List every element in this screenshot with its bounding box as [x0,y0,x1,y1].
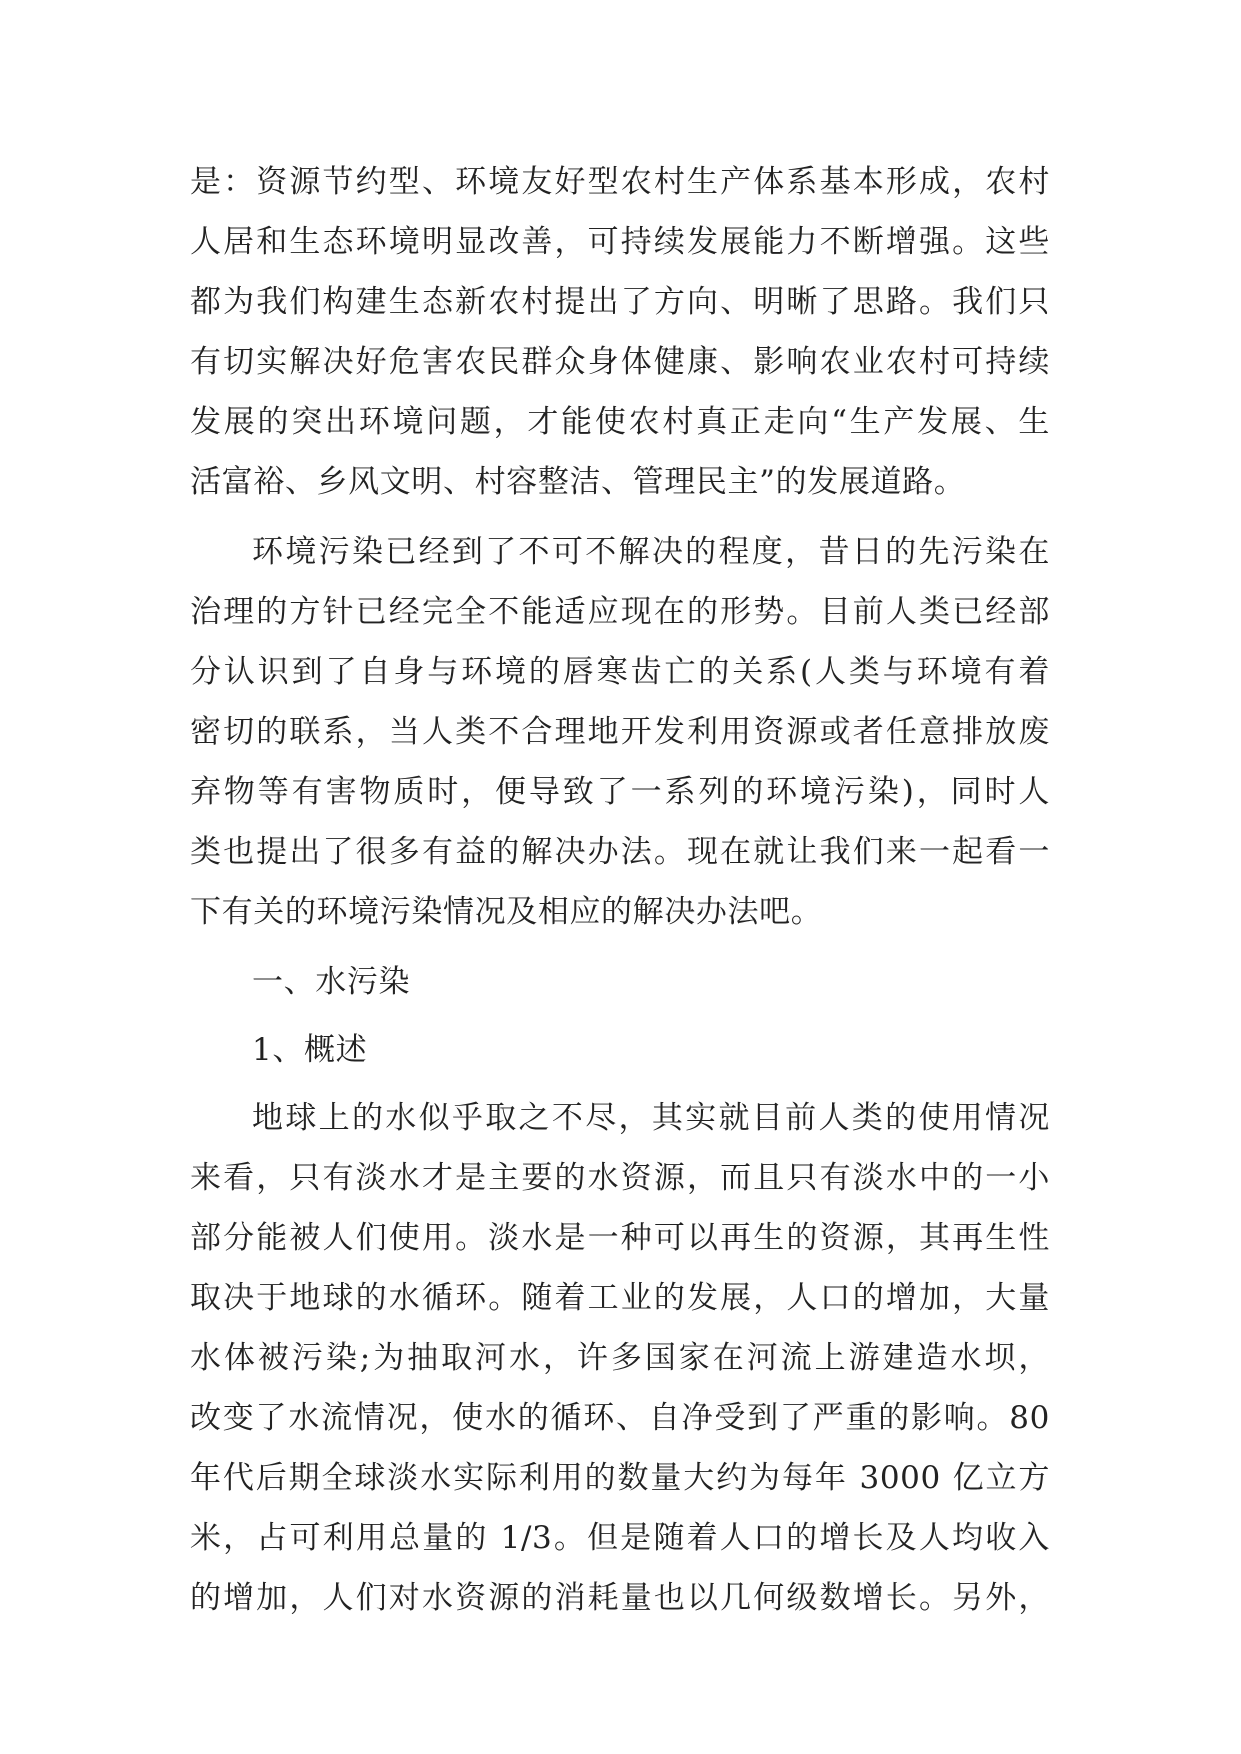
paragraph-line: 改变了水流情况，使水的循环、自净受到了严重的影响。80 [190,1400,1050,1436]
paragraph-line: 弃物等有害物质时，便导致了一系列的环境污染)，同时人 [190,774,1050,810]
paragraph-line: 米，占可利用总量的 1/3。但是随着人口的增长及人均收入 [190,1520,1050,1556]
paragraph-line: 活富裕、乡风文明、村容整洁、管理民主”的发展道路。 [190,464,966,500]
section-heading: 一、水污染 [252,964,411,1000]
paragraph-line: 是：资源节约型、环境友好型农村生产体系基本形成，农村 [190,164,1050,200]
paragraph-line: 来看，只有淡水才是主要的水资源，而且只有淡水中的一小 [190,1160,1050,1196]
paragraph-line: 密切的联系，当人类不合理地开发利用资源或者任意排放废 [190,714,1050,750]
paragraph-line: 类也提出了很多有益的解决办法。现在就让我们来一起看一 [190,834,1050,870]
paragraph-line: 地球上的水似乎取之不尽，其实就目前人类的使用情况 [252,1100,1050,1136]
paragraph-line: 水体被污染;为抽取河水，许多国家在河流上游建造水坝， [190,1340,1050,1376]
subsection-heading: 1、概述 [252,1032,368,1068]
paragraph-line: 下有关的环境污染情况及相应的解决办法吧。 [190,894,823,930]
paragraph-line: 年代后期全球淡水实际利用的数量大约为每年 3000 亿立方 [190,1460,1050,1496]
paragraph-line: 发展的突出环境问题，才能使农村真正走向“生产发展、生 [190,404,1050,440]
paragraph-line: 都为我们构建生态新农村提出了方向、明晰了思路。我们只 [190,284,1050,320]
paragraph-line: 有切实解决好危害农民群众身体健康、影响农业农村可持续 [190,344,1050,380]
paragraph-line: 部分能被人们使用。淡水是一种可以再生的资源，其再生性 [190,1220,1050,1256]
paragraph-line: 分认识到了自身与环境的唇寒齿亡的关系(人类与环境有着 [190,654,1050,690]
paragraph-line: 的增加，人们对水资源的消耗量也以几何级数增长。另外， [190,1580,1050,1616]
paragraph-line: 人居和生态环境明显改善，可持续发展能力不断增强。这些 [190,224,1050,260]
paragraph-line: 环境污染已经到了不可不解决的程度，昔日的先污染在 [252,534,1050,570]
paragraph-line: 治理的方针已经完全不能适应现在的形势。目前人类已经部 [190,594,1050,630]
paragraph-line: 取决于地球的水循环。随着工业的发展，人口的增加，大量 [190,1280,1050,1316]
